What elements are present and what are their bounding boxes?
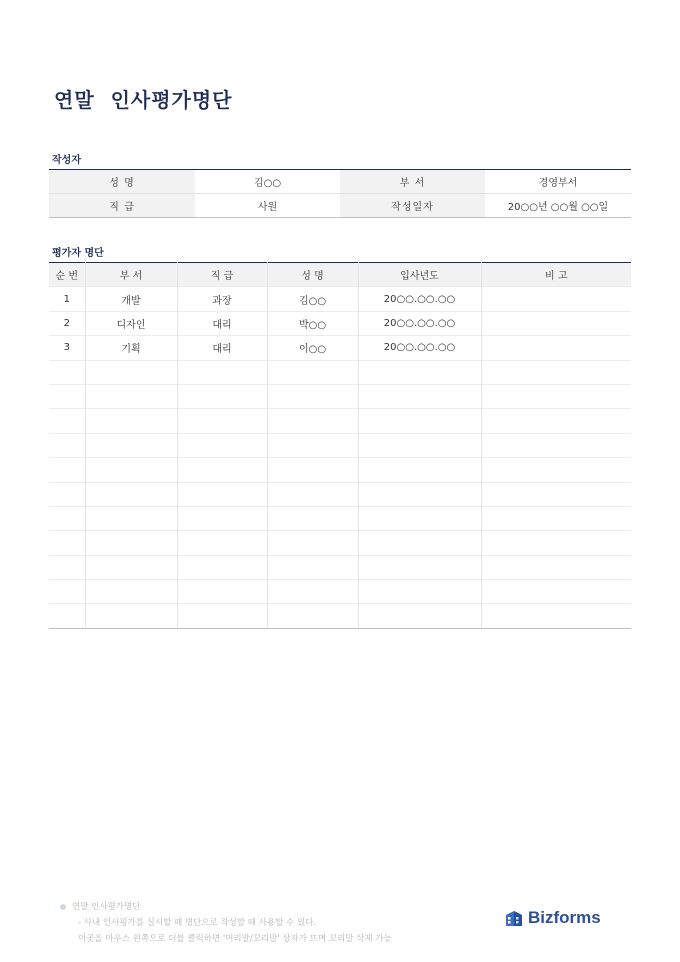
cell-seq[interactable] (49, 433, 85, 457)
cell-department[interactable] (85, 580, 177, 604)
cell-rank[interactable]: 대리 (177, 336, 267, 360)
cell-rank[interactable] (177, 458, 267, 482)
department-value[interactable]: 경영부서 (538, 178, 578, 189)
cell-seq[interactable]: 1 (49, 287, 85, 311)
cell-name[interactable]: 박○○ (267, 311, 358, 335)
cell-rank[interactable] (177, 506, 267, 530)
cell-seq[interactable] (49, 409, 85, 433)
header-seq: 순 번 (49, 263, 85, 287)
cell-join-date[interactable]: 20○○.○○.○○ (358, 336, 481, 360)
date-value[interactable]: 20○○년 ○○월 ○○일 (485, 194, 631, 218)
footer-line-2: 이곳을 마우스 왼쪽으로 더블 클릭하면 '머리말/꼬리말' 상자가 뜨며 꼬리말 삭제 가능 (78, 934, 392, 944)
cell-seq[interactable] (49, 531, 85, 555)
cell-seq[interactable] (49, 604, 85, 628)
rank-value[interactable]: 사원 (195, 194, 340, 218)
cell-name[interactable] (267, 531, 358, 555)
cell-join-date[interactable]: 20○○.○○.○○ (358, 287, 481, 311)
cell-rank[interactable] (177, 409, 267, 433)
cell-seq[interactable] (49, 458, 85, 482)
cell-seq[interactable] (49, 360, 85, 384)
cell-join-date[interactable] (358, 360, 481, 384)
footer-note[interactable] (60, 899, 392, 947)
footer-line-1: - 사내 인사평가를 실시할 때 명단으로 작성할 때 사용할 수 있다. (78, 918, 317, 928)
cell-name[interactable] (267, 604, 358, 628)
cell-name[interactable] (267, 433, 358, 457)
cell-join-date[interactable] (358, 482, 481, 506)
cell-join-date[interactable] (358, 580, 481, 604)
cell-seq[interactable] (49, 384, 85, 408)
cell-name[interactable] (267, 360, 358, 384)
author-section-label: 작성자 (52, 155, 81, 166)
cell-remarks[interactable] (481, 555, 631, 579)
table-row (49, 555, 631, 579)
cell-seq[interactable] (49, 506, 85, 530)
cell-seq[interactable]: 2 (49, 311, 85, 335)
cell-department[interactable] (85, 482, 177, 506)
table-header-row (49, 263, 631, 287)
cell-department[interactable] (85, 604, 177, 628)
cell-seq[interactable]: 3 (49, 336, 85, 360)
logo-text: Bizforms (528, 908, 601, 927)
cell-rank[interactable]: 대리 (177, 311, 267, 335)
header-department: 부 서 (85, 263, 177, 287)
header-remarks: 비 고 (481, 263, 631, 287)
author-row (49, 170, 631, 194)
cell-rank[interactable] (177, 482, 267, 506)
footer-title: 연말 인사평가명단 (72, 902, 141, 912)
department-label: 부 서 (340, 170, 485, 194)
cell-rank[interactable] (177, 604, 267, 628)
page-title: 연말 인사평가명단 (54, 88, 233, 112)
cell-name[interactable] (267, 482, 358, 506)
table-row (49, 433, 631, 457)
cell-rank[interactable]: 과장 (177, 287, 267, 311)
cell-join-date[interactable] (358, 384, 481, 408)
cell-department[interactable]: 개발 (85, 287, 177, 311)
author-info-table (49, 169, 631, 218)
cell-join-date[interactable]: 20○○.○○.○○ (358, 311, 481, 335)
cell-department[interactable] (85, 384, 177, 408)
cell-join-date[interactable] (358, 604, 481, 628)
cell-department[interactable] (85, 360, 177, 384)
building-icon (504, 909, 524, 927)
cell-name[interactable] (267, 580, 358, 604)
cell-name[interactable] (267, 458, 358, 482)
cell-department[interactable]: 기획 (85, 336, 177, 360)
cell-join-date[interactable] (358, 506, 481, 530)
cell-department[interactable] (85, 409, 177, 433)
table-row (49, 287, 631, 311)
bizforms-logo[interactable] (504, 908, 601, 928)
cell-remarks[interactable] (481, 384, 631, 408)
table-row (49, 458, 631, 482)
table-row (49, 482, 631, 506)
cell-rank[interactable] (177, 360, 267, 384)
cell-rank[interactable] (177, 433, 267, 457)
cell-seq[interactable] (49, 482, 85, 506)
cell-name[interactable]: 이○○ (267, 336, 358, 360)
cell-name[interactable] (267, 409, 358, 433)
cell-remarks[interactable] (481, 580, 631, 604)
table-row (49, 604, 631, 628)
cell-seq[interactable] (49, 580, 85, 604)
cell-name[interactable] (267, 506, 358, 530)
cell-remarks[interactable] (481, 506, 631, 530)
rank-label: 직 급 (49, 194, 195, 218)
cell-name[interactable] (267, 384, 358, 408)
cell-join-date[interactable] (358, 531, 481, 555)
cell-name[interactable] (267, 555, 358, 579)
table-row (49, 336, 631, 360)
cell-department[interactable] (85, 458, 177, 482)
cell-name[interactable]: 김○○ (267, 287, 358, 311)
table-row (49, 311, 631, 335)
table-row (49, 360, 631, 384)
cell-remarks[interactable] (481, 311, 631, 335)
cell-rank[interactable] (177, 384, 267, 408)
cell-department[interactable] (85, 506, 177, 530)
cell-seq[interactable] (49, 555, 85, 579)
cell-department[interactable]: 디자인 (85, 311, 177, 335)
table-row (49, 409, 631, 433)
cell-remarks[interactable] (481, 604, 631, 628)
cell-rank[interactable] (177, 555, 267, 579)
author-row (49, 194, 631, 218)
evaluatee-section-label: 평가자 명단 (52, 248, 104, 259)
table-row (49, 506, 631, 530)
header-rank: 직 급 (177, 263, 267, 287)
cell-remarks[interactable] (481, 433, 631, 457)
evaluatee-table (49, 262, 631, 629)
cell-department[interactable] (85, 555, 177, 579)
cell-rank[interactable] (177, 580, 267, 604)
name-label: 성 명 (49, 170, 195, 194)
cell-remarks[interactable] (481, 360, 631, 384)
cell-department[interactable] (85, 433, 177, 457)
cell-department[interactable] (85, 531, 177, 555)
date-label: 작성일자 (340, 194, 485, 218)
header-name: 성 명 (267, 263, 358, 287)
cell-join-date[interactable] (358, 433, 481, 457)
cell-join-date[interactable] (358, 409, 481, 433)
cell-join-date[interactable] (358, 458, 481, 482)
cell-remarks[interactable] (481, 336, 631, 360)
cell-rank[interactable] (177, 531, 267, 555)
cell-remarks[interactable] (481, 482, 631, 506)
bullet-icon (60, 904, 66, 910)
header-join-date: 입사년도 (358, 263, 481, 287)
table-row (49, 384, 631, 408)
cell-join-date[interactable] (358, 555, 481, 579)
table-row (49, 580, 631, 604)
cell-remarks[interactable] (481, 409, 631, 433)
cell-remarks[interactable] (481, 458, 631, 482)
cell-remarks[interactable] (481, 287, 631, 311)
name-value[interactable]: 김○○ (253, 178, 282, 189)
table-row (49, 531, 631, 555)
cell-remarks[interactable] (481, 531, 631, 555)
